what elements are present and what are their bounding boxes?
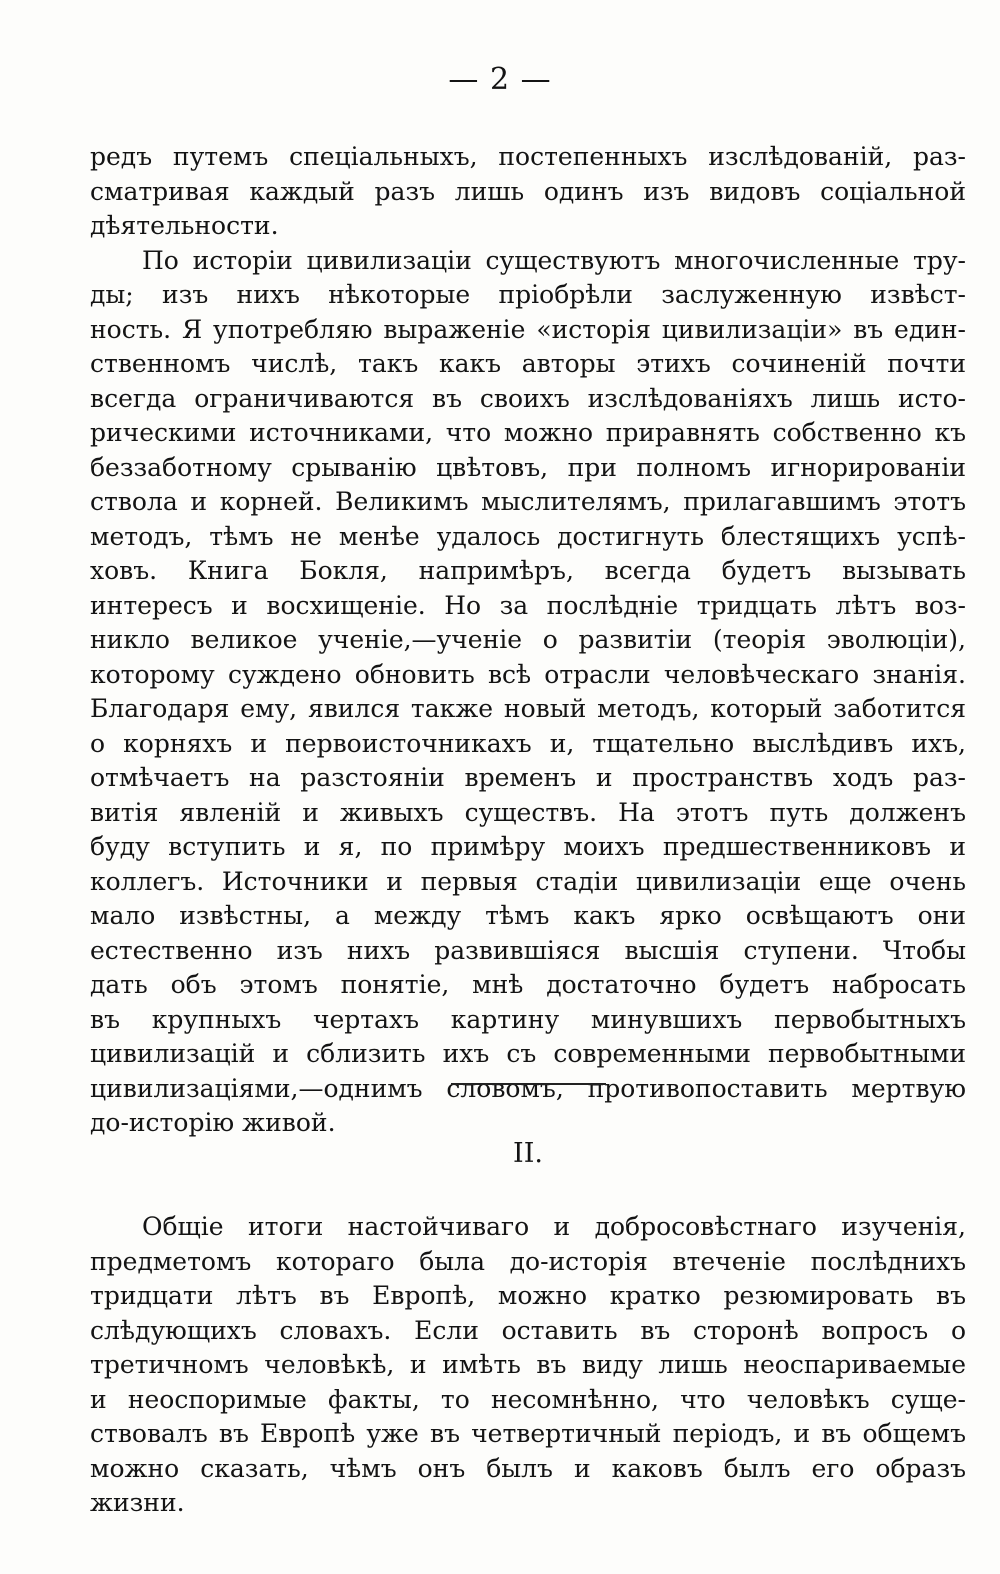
text-line: третичномъ человѣкѣ, и имѣть въ виду лишь неоспариваемые bbox=[90, 1350, 966, 1379]
text-line: ховъ. Книга Бокля, напримѣръ, всегда будетъ вызывать bbox=[90, 556, 966, 585]
text-line: Общіе итоги настойчиваго и добросовѣстнаго изученія, bbox=[142, 1212, 966, 1241]
text-line: жизни. bbox=[90, 1488, 185, 1517]
text-line: и неоспоримые факты, то несомнѣнно, что человѣкъ суще- bbox=[90, 1384, 966, 1414]
text-line: редъ путемъ спеціальныхъ, постепенныхъ изслѣдованій, раз- bbox=[90, 142, 966, 171]
text-line: витія явленій и живыхъ существъ. На этотъ путь долженъ bbox=[90, 797, 966, 827]
text-line: въ крупныхъ чертахъ картину минувшихъ первобытныхъ bbox=[90, 1004, 966, 1034]
text-line: ствола и корней. Великимъ мыслителямъ, прилагавшимъ этотъ bbox=[90, 487, 966, 516]
text-line: рическими источниками, что можно приравнять собственно къ bbox=[90, 418, 966, 447]
text-line: можно сказать, чѣмъ онъ былъ и каковъ былъ его образъ bbox=[90, 1453, 966, 1483]
page-number: — 2 — bbox=[448, 62, 552, 97]
text-line: методъ, тѣмъ не менѣе удалось достигнуть блестящихъ успѣ- bbox=[90, 521, 966, 551]
text-line: цивилизаціями,—однимъ словомъ, противопоставить мертвую bbox=[90, 1073, 966, 1103]
text-line: предметомъ котораго была до-исторія втеченіе послѣднихъ bbox=[90, 1246, 966, 1276]
paragraph-block-1 bbox=[90, 140, 966, 1141]
text-line: тридцати лѣтъ въ Европѣ, можно кратко резюмировать въ bbox=[90, 1281, 966, 1310]
text-line: слѣдующихъ словахъ. Если оставить въ сторонѣ вопросъ о bbox=[90, 1315, 966, 1345]
text-line: ственномъ числѣ, такъ какъ авторы этихъ сочиненій почти bbox=[90, 349, 966, 378]
text-line: цивилизацій и сблизить ихъ съ современными первобытными bbox=[90, 1039, 966, 1068]
text-line: По исторіи цивилизаціи существуютъ многочисленные тру- bbox=[142, 245, 966, 275]
text-line: беззаботному срыванію цвѣтовъ, при полномъ игнорированіи bbox=[90, 452, 966, 482]
text-line: всегда ограничиваются въ своихъ изслѣдованіяхъ лишь исто- bbox=[90, 383, 966, 413]
text-line: ствовалъ въ Европѣ уже въ четвертичный періодъ, и въ общемъ bbox=[90, 1419, 966, 1448]
text-line: мало извѣстны, а между тѣмъ какъ ярко освѣщаютъ они bbox=[90, 901, 966, 930]
section-heading: II. bbox=[513, 1138, 543, 1169]
text-line: буду вступить и я, по примѣру моихъ предшественниковъ и bbox=[90, 832, 966, 861]
text-line: до-исторію живой. bbox=[90, 1108, 336, 1137]
text-line: которому суждено обновить всѣ отрасли человѣческаго знанія. bbox=[90, 659, 966, 689]
text-line: Благодаря ему, явился также новый методъ, который заботится bbox=[90, 694, 966, 723]
text-line: отмѣчаетъ на разстояніи временъ и пространствъ ходъ раз- bbox=[90, 763, 966, 792]
text-line: дать объ этомъ понятіе, мнѣ достаточно будетъ набросать bbox=[90, 970, 966, 999]
text-line: интересъ и восхищеніе. Но за послѣдніе тридцать лѣтъ воз- bbox=[90, 590, 966, 620]
text-line: коллегъ. Источники и первыя стадіи цивилизаціи еще очень bbox=[90, 866, 966, 896]
text-line: сматривая каждый разъ лишь одинъ изъ видовъ соціальной bbox=[90, 176, 966, 206]
text-line: никло великое ученіе,—ученіе о развитіи (теорія эволюціи), bbox=[90, 625, 966, 654]
text-line: ды; изъ нихъ нѣкоторые пріобрѣли заслуженную извѣст- bbox=[90, 280, 966, 309]
section-divider bbox=[451, 1083, 606, 1085]
text-line: о корняхъ и первоисточникахъ и, тщательно выслѣдивъ ихъ, bbox=[90, 728, 966, 758]
text-line: естественно изъ нихъ развившіяся высшія ступени. Чтобы bbox=[90, 935, 966, 965]
text-line: дѣятельности. bbox=[90, 211, 279, 240]
paragraph-block-2 bbox=[90, 1210, 966, 1521]
text-line: ность. Я употребляю выраженіе «исторія цивилизаціи» въ един- bbox=[90, 314, 966, 344]
